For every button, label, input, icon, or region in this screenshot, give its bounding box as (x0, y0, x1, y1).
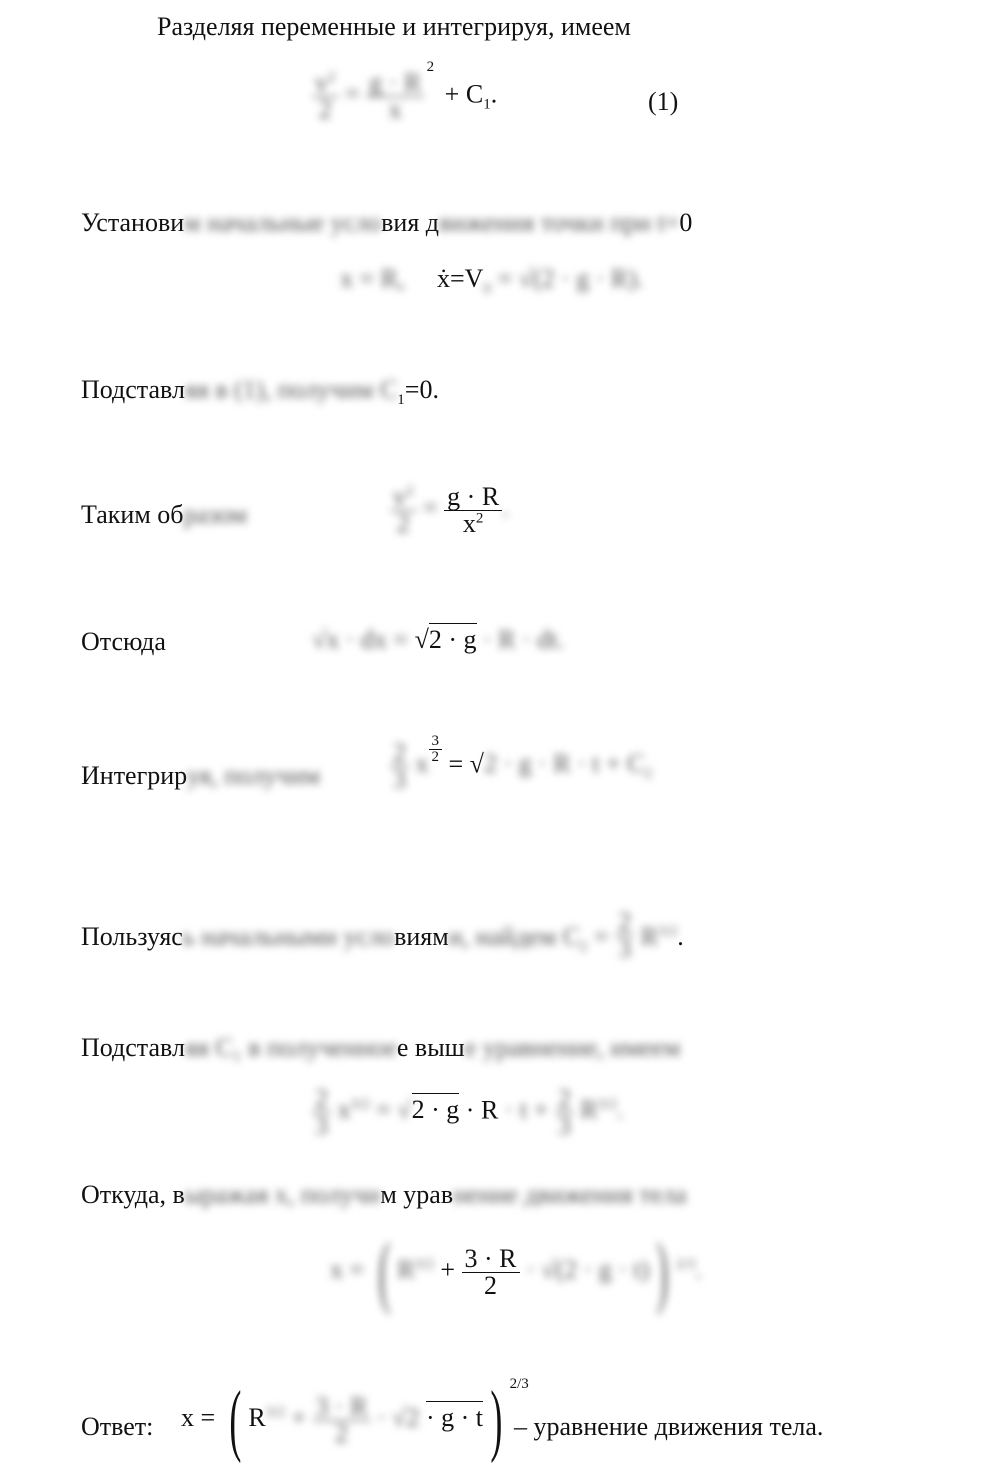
equation-1: $\frac{v^2}{2}$ = $\frac{g \cdot R}{x}$ $^2 + C_1$. (312, 70, 497, 123)
equation-thus: $\frac{v^2}{2}$ = $\frac{g \cdot R}{x^2}$ . (390, 484, 509, 537)
text-line-substituting: Подставляя в (1), получим $C_1=0$. (81, 375, 439, 409)
text-line-whence: Откуда, выражая x, получим уравнение движения тела (81, 1180, 687, 1209)
equation-initial-conditions: x = R, $ẋ=V_0 = √(2 \cdot g \cdot R)$. (340, 264, 644, 298)
text-line-substituting-c2: Подставляя C₁ в полученноее выше уравнение, имеем (81, 1033, 681, 1062)
answer-tail: – уравнение движения тела. (514, 1412, 824, 1441)
equation-1-blurred-part: $\frac{v^2}{2}$ = $\frac{g \cdot R}{x}$ (312, 79, 431, 108)
text-line-thus: Таким образом (81, 500, 248, 529)
equation-integrated: $\frac{2}{3}$ x $^{\frac{3}{2}}$ = $√2 \cdot g \cdot R \cdot t + C_2$ (390, 740, 652, 793)
answer-equation: x = ( $R^{3/2}$ + $\frac{3 \cdot R}{2}$ · √2 · g · t) $^{2/3}$ (181, 1376, 529, 1464)
equation-substituted: $\frac{2}{3}$ $x^{3/2} = √2 \cdot g \cdot R \cdot t$ + $\frac{2}{3}$ $R^{3/2}$. (312, 1086, 623, 1139)
text-line-separating: Разделяя переменные и интегрируя, имеем (157, 12, 631, 41)
equation-hence: √x · dx = √2 · g · R · dt. (312, 625, 564, 654)
equation-motion: x = ( $R^{3/2}$ + $\frac{3 \cdot R}{2}$ · √(2 · g · t)) $^{2/3}$. (330, 1228, 702, 1316)
text-line-using-conditions: Пользуясь начальными условиями, найдем $C_2$ = $\frac{2}{3}$ $R^{3/2}$. (81, 907, 684, 963)
text-line-hence: Отсюда (81, 627, 166, 656)
equation-1-number: (1) (648, 87, 679, 116)
text-line-integrating: Интегрируя, получим (81, 761, 321, 790)
answer-label: Ответ: (81, 1412, 154, 1441)
text-line-initial-conditions: Установим начальные условия движения точки при t=0 (81, 208, 693, 237)
